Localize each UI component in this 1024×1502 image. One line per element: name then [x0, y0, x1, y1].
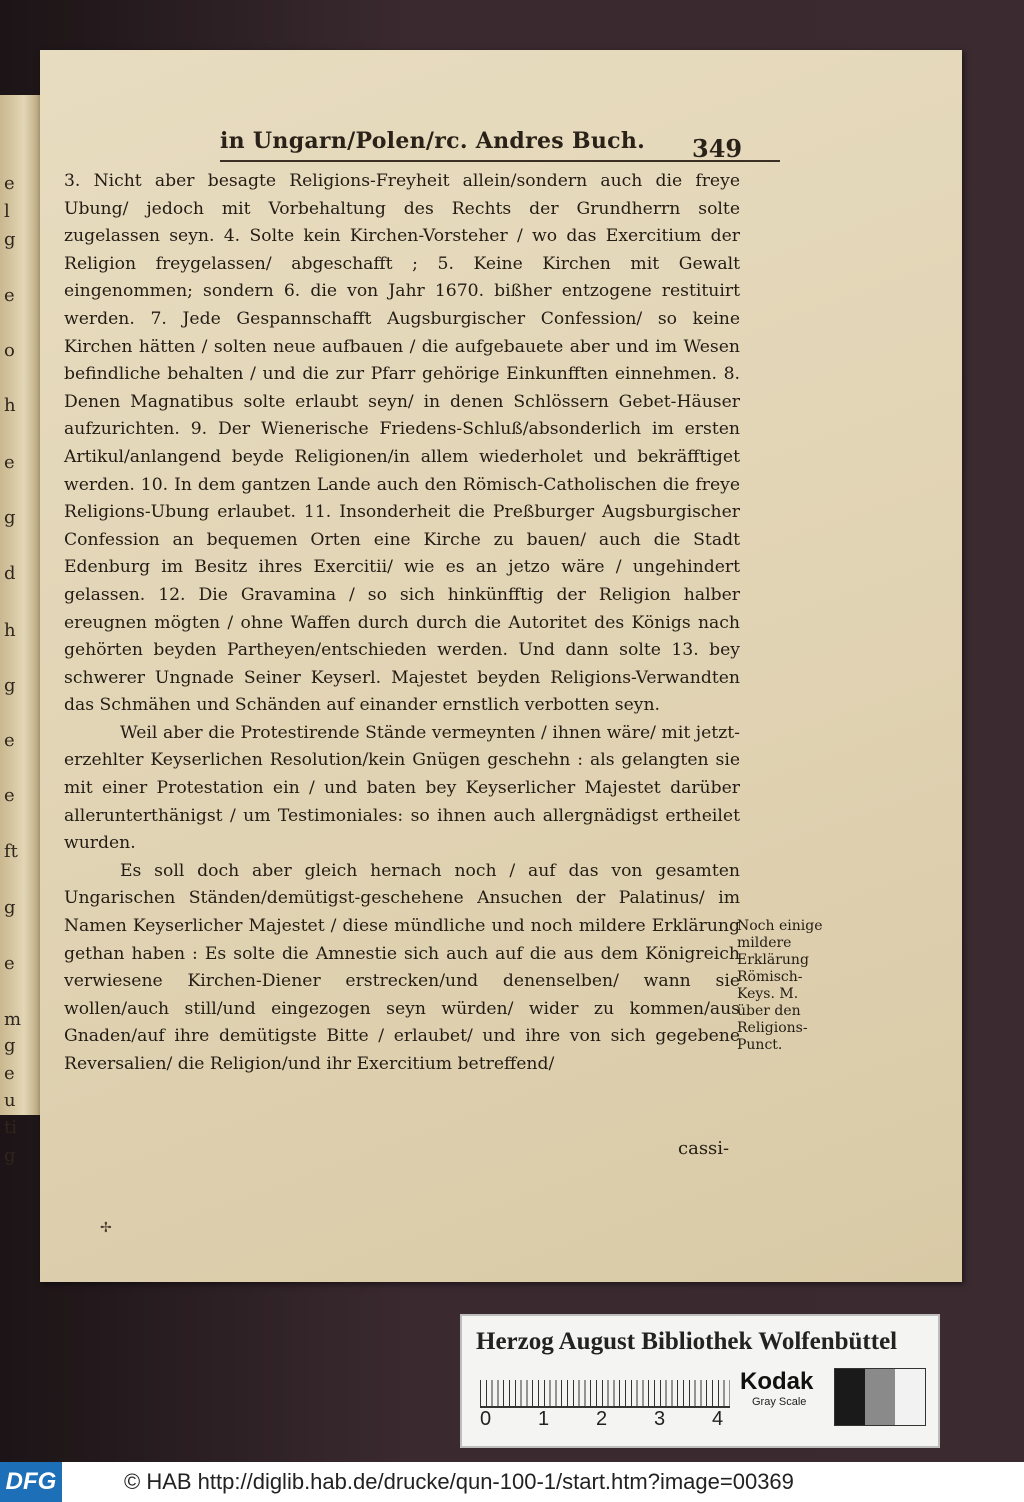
- edge-fragment: l: [4, 201, 10, 221]
- book-page: [40, 50, 962, 1282]
- edge-fragment: h: [4, 395, 16, 415]
- edge-fragment: m: [4, 1009, 22, 1029]
- gray-scale-label: Gray Scale: [752, 1396, 807, 1408]
- edge-fragment: d: [4, 563, 16, 583]
- gray-swatches: [834, 1368, 926, 1426]
- adjacent-page-edge: [0, 95, 40, 1165]
- edge-fragment: e: [4, 452, 15, 472]
- edge-fragment: ti: [4, 1117, 17, 1137]
- paragraph: 3. Nicht aber besagte Religions-Freyheit allein/sondern auch die freye Ubung/ jedoch mit Vorbehaltung des Rechts der Grundherrn solte zugelassen seyn. 4. Solte kein Kirchen-Vorsteher / wo das Exercitium der Religion freygelassen/ abgeschafft ; 5. Keine Kirchen mit Gewalt eingenommen; sondern 6. die von Jahr 1670. bißher entzogene restituirt werden. 7. Jede Gespannschafft Augsburgischer Confession/ so keine Kirchen hätten / solten neue aufbauen / die aufgebauete aber und im Wesen befindliche behalten / und die zur Pfarr gehörige Einkunfften einnehmen. 8. Denen Magnatibus solte erlaubt seyn/ in denen Schlössern Gebet-Häuser aufzurichten. 9. Der Wienerische Friedens-Schluß/absonderlich im ersten Artikul/anlangend beyde Religionen/in allem wiederholet und bekräfftiget werden. 10. In dem gantzen Lande auch den Römisch-Catholischen die freye Religions-Ubung erlaubet. 11. Insonderheit die Preßburger Augsburgischer Confession an bequemen Orten eine Kirche zu bauen/ auch die Stadt Edenburg im Besitz ihres Exercitii/ wie es an jetzo wäre / ungehindert gelassen. 12. Die Gravamina / so sich hinkünfftig der Religion halber ereugnen mögten / ohne Waffen durch durch die Autoritet des Königs nach gehörten beyden Partheyen/entschieden werden. Und dann solte 13. bey schwerer Ungnade Seiner Keyserl. Majestet beyden Religions-Verwandten das Schmähen und Schänden auf einander ernstlich verbotten seyn.: [64, 171, 740, 716]
- ruler-number: 2: [596, 1408, 608, 1430]
- library-name: Herzog August Bibliothek Wolfenbüttel: [476, 1328, 898, 1355]
- edge-fragment: o: [4, 340, 15, 360]
- edge-fragment: e: [4, 785, 15, 805]
- edge-fragment: e: [4, 953, 15, 973]
- edge-fragment: ft: [4, 841, 18, 861]
- running-head: in Ungarn/Polen/rc. Andres Buch.: [220, 128, 646, 154]
- ruler-numbers: [476, 1408, 736, 1436]
- kodak-logo: Kodak: [740, 1368, 814, 1395]
- scale-ruler: [480, 1380, 730, 1408]
- copyright-link[interactable]: © HAB http://diglib.hab.de/drucke/qun-100-1/start.htm?image=00369: [124, 1469, 794, 1494]
- margin-mark: ✢: [100, 1220, 112, 1236]
- color-scale-card: [460, 1314, 940, 1448]
- edge-fragment: g: [4, 897, 16, 917]
- footer-bar: [0, 1462, 1024, 1502]
- edge-fragment: g: [4, 229, 16, 249]
- edge-fragment: e: [4, 1063, 15, 1083]
- ruler-number: 3: [654, 1408, 666, 1430]
- edge-fragment: g: [4, 1145, 16, 1165]
- ruler-number: 0: [480, 1408, 492, 1430]
- catchword: cassi-: [678, 1138, 730, 1159]
- dfg-logo: DFG: [0, 1462, 62, 1502]
- edge-fragment: g: [4, 1035, 16, 1055]
- edge-fragment: u: [4, 1090, 16, 1110]
- gray-swatch: [865, 1369, 895, 1425]
- ruler-number: 4: [712, 1408, 724, 1430]
- gray-swatch: [895, 1369, 925, 1425]
- edge-fragment: g: [4, 507, 16, 527]
- paragraph: Es soll doch aber gleich hernach noch / auf das von gesamten Ungarischen Ständen/demütigst-geschehene Ansuchen der Palatinus/ im Namen Keyserlicher Majestet / diese mündliche und noch mildere Erklärung gethan haben : Es solte die Amnestie sich auch auf die aus dem Königreich verwiesene Kirchen-Diener erstrecken/und denenselben/ wann sie wollen/auch still/und eingezogen seyn würden/ wider zu kommen/aus Gnaden/auf ihre demütigste Bitte / erlaubet/ und ihre von sich gegebene Reversalien/ die Religion/und ihr Exercitium betreffend/: [64, 860, 740, 1074]
- edge-fragment: g: [4, 675, 16, 695]
- ruler-number: 1: [538, 1408, 550, 1430]
- edge-fragment: e: [4, 730, 15, 750]
- marginal-note: Noch einige mildere Erklärung Römisch-Keys. M. über den Religions-Punct.: [737, 918, 823, 1053]
- gray-swatch: [835, 1369, 865, 1425]
- paragraph: Weil aber die Protestirende Stände vermeynten / ihnen wäre/ mit jetzt-erzehlter Keyserlichen Resolution/kein Gnügen geschehn : als gelangten sie mit einer Protestation ein / und baten bey Keyserlicher Majestet darüber allerunterthänigst / um Testimoniales: so ihnen auch allergnädigst ertheilet wurden.: [64, 722, 740, 854]
- page-number: 349: [692, 134, 743, 163]
- edge-fragment: h: [4, 620, 16, 640]
- edge-fragment: e: [4, 285, 15, 305]
- edge-fragment: e: [4, 173, 15, 193]
- body-text: [64, 168, 740, 1079]
